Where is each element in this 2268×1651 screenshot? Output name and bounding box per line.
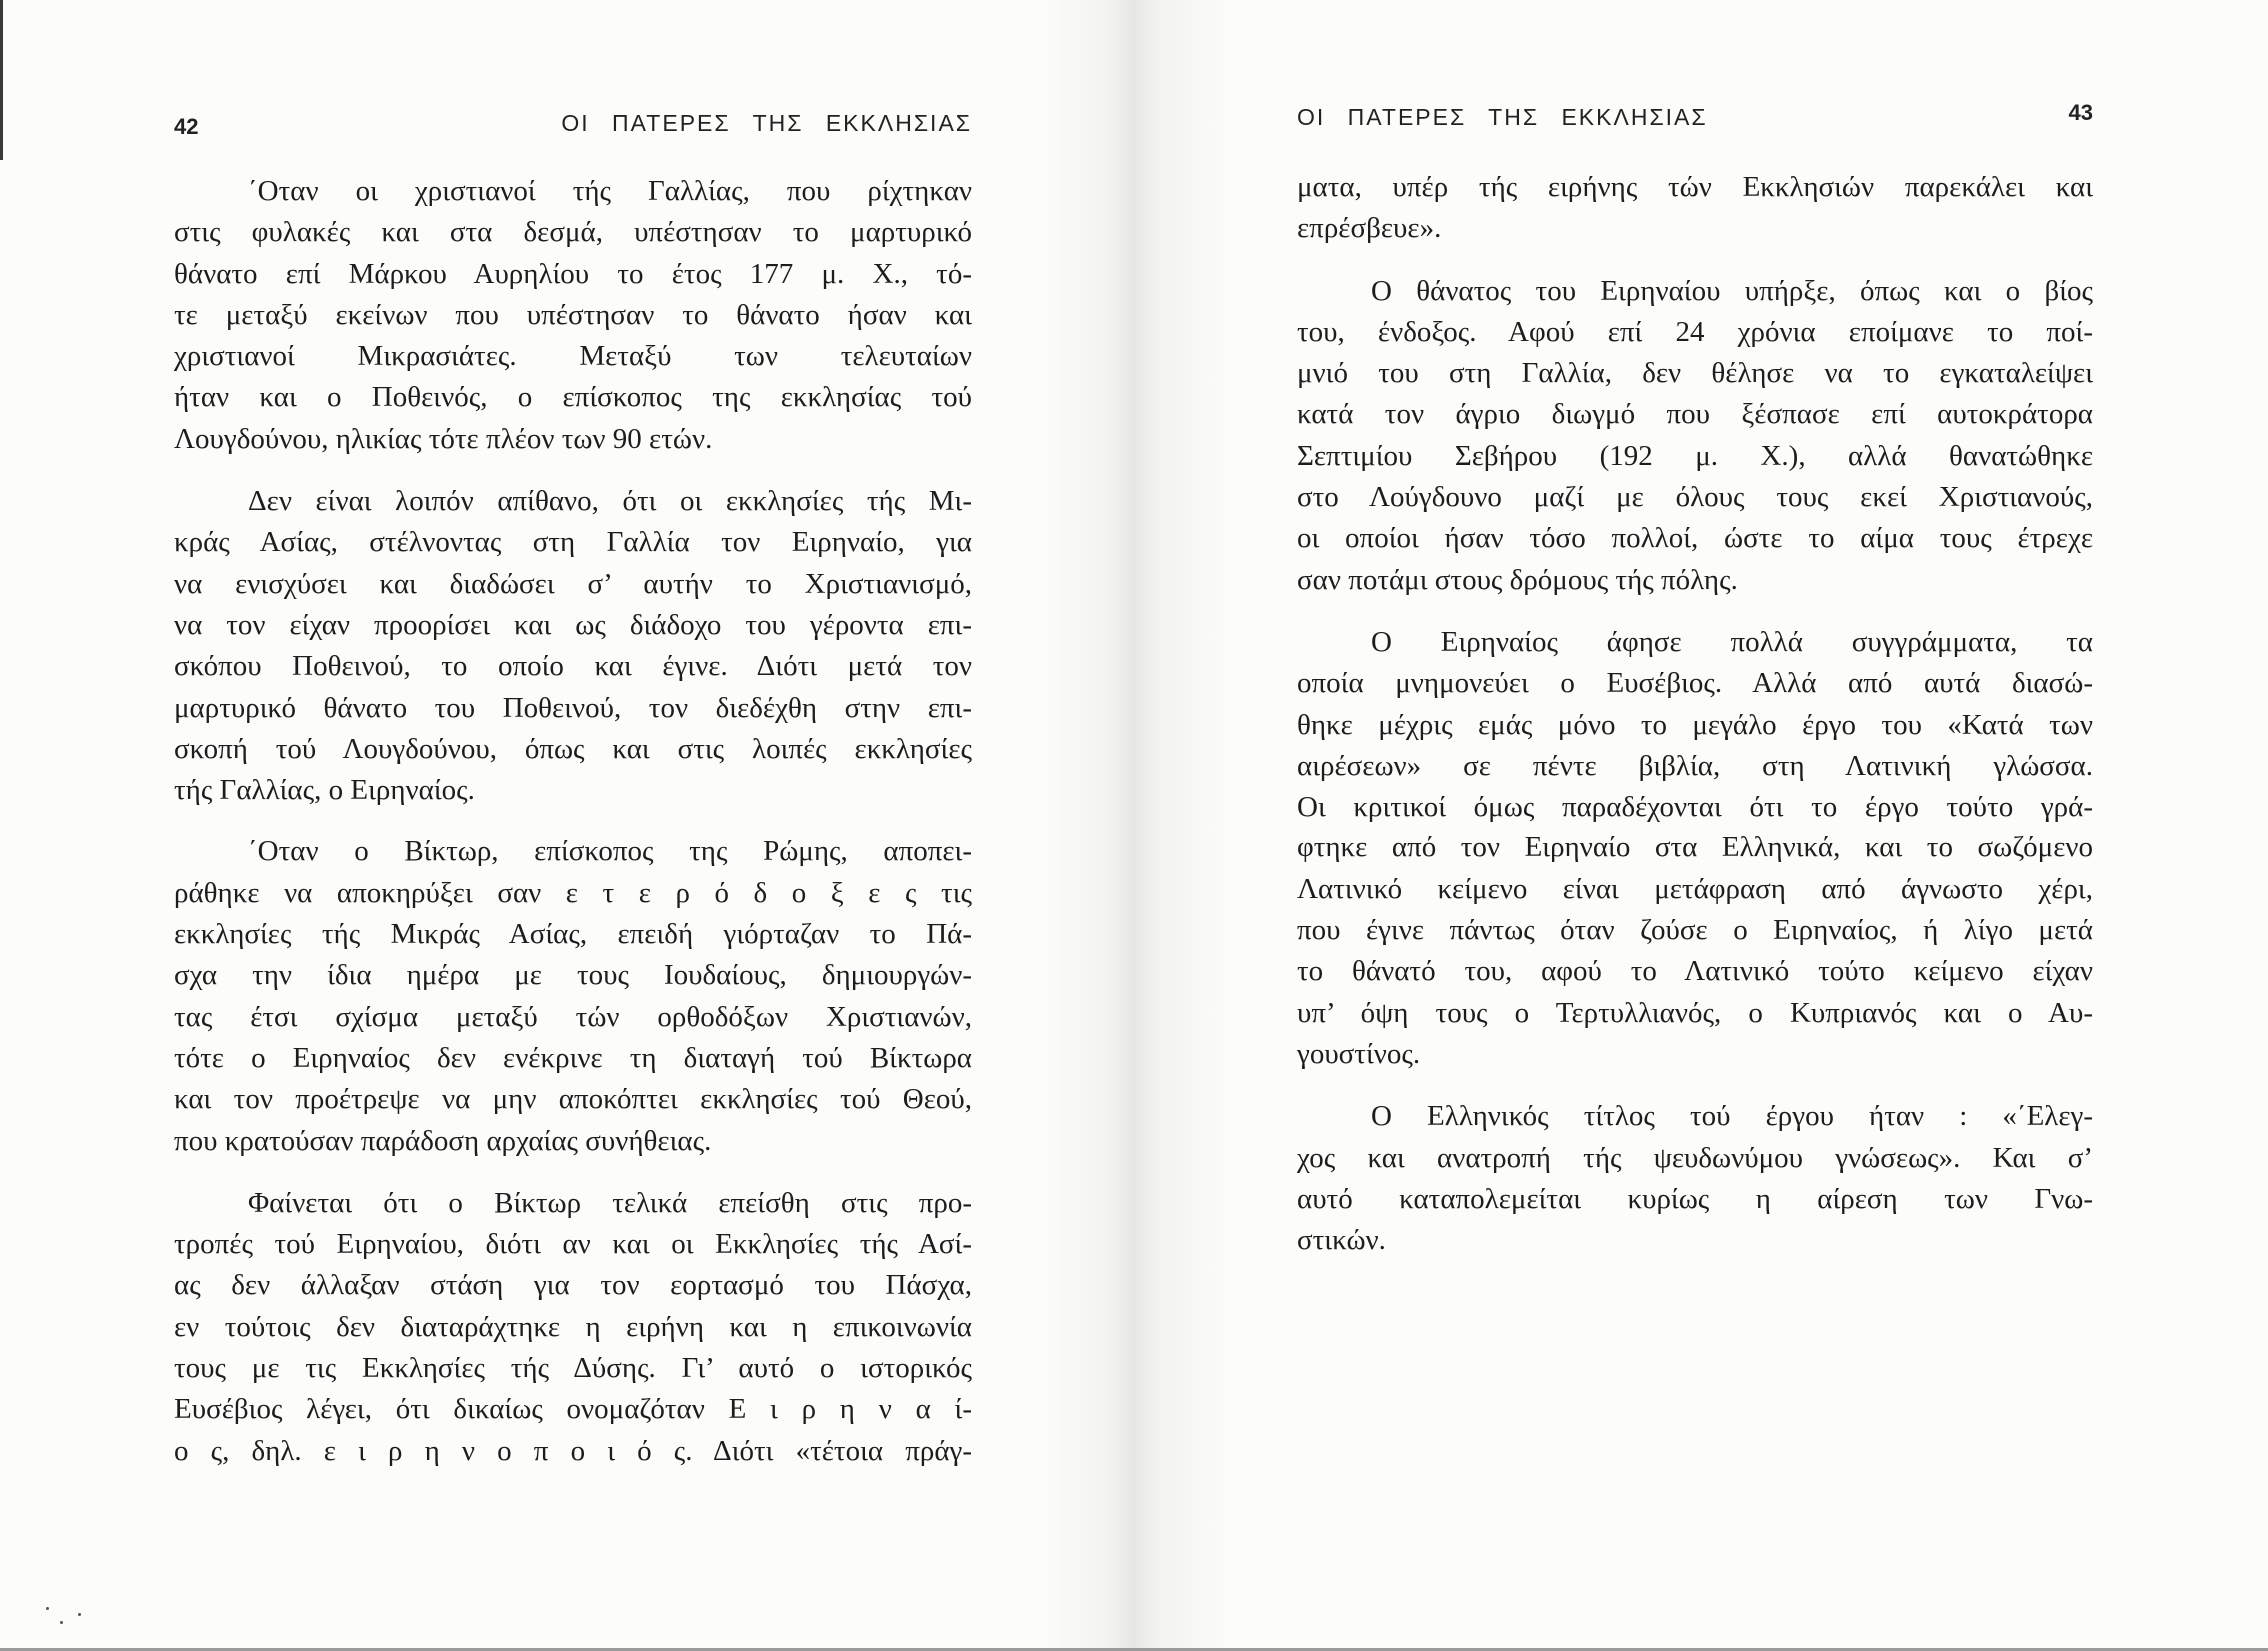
text-line: το θάνατό του, αφού το Λατινικό τούτο κείμενο είχαν	[1297, 955, 2093, 988]
text-line: που έγινε πάντως όταν ζούσε ο Ειρηναίος, ή λίγο μετά	[1297, 914, 2093, 947]
text-line: του, ένδοξος. Αφού επί 24 χρόνια εποίμανε το ποί-	[1297, 315, 2093, 348]
text-line: σχα την ίδια ημέρα με τους Ιουδαίους, δημιουργών-	[174, 959, 972, 992]
text-line: εν τούτοις δεν διαταράχτηκε η ειρήνη και η επικοινωνία	[174, 1310, 972, 1343]
text-line: στις φυλακές και στα δεσμά, υπέστησαν το μαρτυρικό	[174, 216, 972, 249]
paragraph	[1297, 271, 2093, 601]
paragraph	[1297, 1096, 2093, 1261]
paragraph	[1297, 167, 2093, 250]
paragraph	[174, 831, 972, 1161]
text-line: Δεν είναι λοιπόν απίθανο, ότι οι εκκλησίες τής Μι-	[248, 485, 972, 518]
text-line: Λατινικό κείμενο είναι μετάφραση από άγνωστο χέρι,	[1297, 872, 2093, 905]
text-line: κατά τον άγριο διωγμό που ξέσπασε επί αυτοκράτορα	[1297, 398, 2093, 431]
book-gutter-shadow	[1040, 0, 1229, 1651]
text-line: ματα, υπέρ τής ειρήνης τών Εκκλησιών παρεκάλει και	[1297, 171, 2093, 203]
text-line: Ο Ελληνικός τίτλος τού έργου ήταν : «΄Ελεγ-	[1371, 1100, 2093, 1133]
text-line: και τον προέτρεψε να μην αποκόπτει εκκλησίες τού Θεού,	[174, 1083, 972, 1116]
text-line: χριστιανοί Μικρασιάτες. Μεταξύ των τελευταίων	[174, 340, 972, 373]
text-line: Ο θάνατος του Ειρηναίου υπήρξε, όπως και ο βίος	[1371, 274, 2093, 307]
text-line: τροπές τού Ειρηναίου, διότι αν και οι Εκκλησίες τής Ασί-	[174, 1228, 972, 1261]
text-line: αυτό καταπολεμείται κυρίως η αίρεση των Γνω-	[1297, 1182, 2093, 1215]
text-line: οι οποίοι ήσαν τόσο πολλοί, ώστε το αίμα τους έτρεχε	[1297, 522, 2093, 555]
text-line: κράς Ασίας, στέλνοντας στη Γαλλία τον Ειρηναίο, για	[174, 526, 972, 559]
text-line: υπ’ όψη τους ο Τερτυλλιανός, ο Κυπριανός και ο Αυ-	[1297, 996, 2093, 1029]
text-line: να ενισχύσει και διαδώσει σ’ αυτήν το Χριστιανισμό,	[174, 567, 972, 600]
scan-edge-mark	[0, 0, 3, 160]
running-head: ΟΙ ΠΑΤΕΡΕΣ ΤΗΣ ΕΚΚΛΗΣΙΑΣ	[1297, 104, 1708, 130]
text-line: μαρτυρικό θάνατο του Ποθεινού, τον διεδέχθη στην επι-	[174, 691, 972, 724]
text-line: σκόπου Ποθεινού, το οποίο και έγινε. Διότι μετά τον	[174, 650, 972, 683]
scan-speck	[46, 1607, 49, 1610]
text-line: θάνατο επί Μάρκου Αυρηλίου το έτος 177 μ. Χ., τό-	[174, 257, 972, 290]
text-line: Σεπτιμίου Σεβήρου (192 μ. Χ.), αλλά θανατώθηκε	[1297, 439, 2093, 472]
page-body	[1297, 167, 2093, 1261]
text-line: Ευσέβιος λέγει, ότι δικαίως ονομαζόταν Ε ι ρ η ν α ί-	[174, 1393, 972, 1426]
text-line: τας έτσι σχίσμα μεταξύ τών ορθοδόξων Χριστιανών,	[174, 1000, 972, 1033]
text-line: μνιό του στη Γαλλία, δεν θέλησε να το εγκαταλείψει	[1297, 357, 2093, 390]
scan-speck	[78, 1613, 81, 1616]
paragraph	[174, 171, 972, 460]
text-line: ράθηκε να αποκηρύξει σαν ε τ ε ρ ό δ ο ξ ε ς τις	[174, 876, 972, 909]
text-line: τότε ο Ειρηναίος δεν ενέκρινε τη διαταγή τού Βίκτωρα	[174, 1041, 972, 1074]
text-line: φτηκε από τον Ειρηναίο στα Ελληνικά, και το σωζόμενο	[1297, 831, 2093, 864]
text-line: οποία μνημονεύει ο Ευσέβιος. Αλλά από αυτά διασώ-	[1297, 667, 2093, 700]
paragraph	[174, 1183, 972, 1472]
text-line: αιρέσεων» σε πέντε βιβλία, στη Λατινική γλώσσα.	[1297, 749, 2093, 782]
text-line: Φαίνεται ότι ο Βίκτωρ τελικά επείσθη στις προ-	[248, 1186, 972, 1219]
text-line: Λουγδούνου, ηλικίας τότε πλέον των 90 ετών.	[174, 422, 713, 455]
text-line: επρέσβευε».	[1297, 212, 1442, 245]
text-line: ας δεν άλλαξαν στάση για τον εορτασμό του Πάσχα,	[174, 1269, 972, 1302]
text-line: στο Λούγδουνο μαζί με όλους τους εκεί Χριστιανούς,	[1297, 481, 2093, 514]
text-line: εκκλησίες τής Μικράς Ασίας, επειδή γιόρταζαν το Πά-	[174, 918, 972, 951]
text-line: τε μεταξύ εκείνων που υπέστησαν το θάνατο ήσαν και	[174, 298, 972, 331]
page-body	[174, 171, 972, 1472]
text-line: να τον είχαν προορίσει και ως διάδοχο του γέροντα επι-	[174, 608, 972, 641]
text-line: τους με τις Εκκλησίες τής Δύσης. Γι’ αυτό ο ιστορικός	[174, 1352, 972, 1385]
text-line: χος και ανατροπή τής ψευδωνύμου γνώσεως». Και σ’	[1297, 1141, 2093, 1174]
text-line: Οι κριτικοί όμως παραδέχονται ότι το έργο τούτο γρά-	[1297, 791, 2093, 824]
paragraph	[1297, 622, 2093, 1075]
text-line: που κρατούσαν παράδοση αρχαίας συνήθειας.	[174, 1124, 712, 1157]
scan-speck	[60, 1621, 63, 1624]
text-line: τής Γαλλίας, ο Ειρηναίος.	[174, 774, 475, 807]
paragraph	[174, 481, 972, 811]
text-line: ήταν και ο Ποθεινός, ο επίσκοπος της εκκλησίας τού	[174, 381, 972, 414]
text-line: Ο Ειρηναίος άφησε πολλά συγγράμματα, τα	[1371, 625, 2093, 658]
page-number: 42	[174, 114, 199, 139]
running-head: ΟΙ ΠΑΤΕΡΕΣ ΤΗΣ ΕΚΚΛΗΣΙΑΣ	[561, 110, 972, 136]
text-line: γουστίνος.	[1297, 1037, 1421, 1070]
text-line: σκοπή τού Λουγδούνου, όπως και στις λοιπές εκκλησίες	[174, 732, 972, 765]
text-line: θηκε μέχρις εμάς μόνο το μεγάλο έργο του «Κατά των	[1297, 708, 2093, 741]
text-line: ΄Οταν οι χριστιανοί τής Γαλλίας, που ρίχτηκαν	[248, 175, 972, 207]
page-number: 43	[2068, 100, 2093, 125]
text-line: ΄Οταν ο Βίκτωρ, επίσκοπος της Ρώμης, αποπει-	[248, 835, 972, 868]
text-line: στικών.	[1297, 1224, 1386, 1257]
text-line: ο ς, δηλ. ε ι ρ η ν ο π ο ι ό ς. Διότι «τέτοια πράγ-	[174, 1434, 972, 1467]
text-line: σαν ποτάμι στους δρόμους τής πόλης.	[1297, 563, 1738, 596]
